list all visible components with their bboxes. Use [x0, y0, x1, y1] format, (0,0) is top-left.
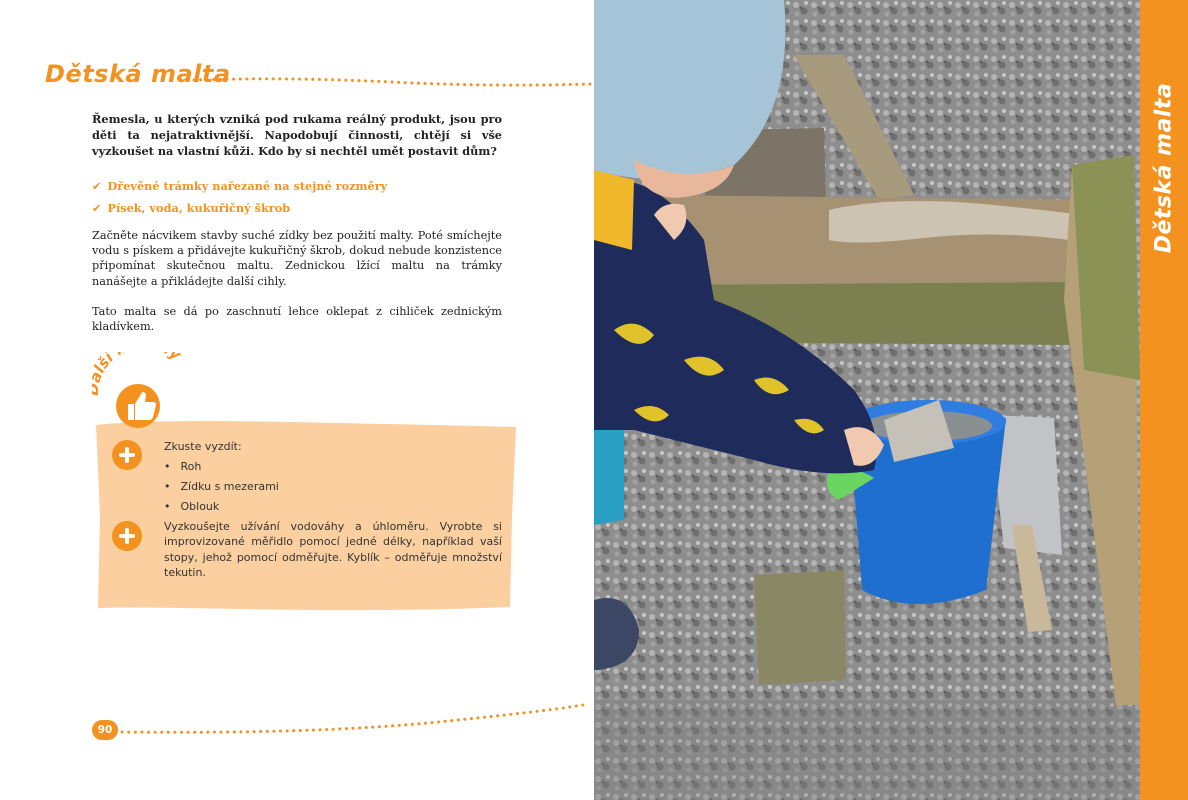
plus-icon — [112, 521, 142, 551]
page-title: Dětská malta — [45, 60, 231, 88]
materials-list — [92, 178, 387, 222]
dotted-divider-top — [192, 68, 592, 92]
photo-child-building-wall — [594, 0, 1140, 800]
check-icon: ✔ — [92, 202, 102, 215]
list-item: • Roh — [164, 459, 279, 479]
list-item: • Oblouk — [164, 499, 279, 519]
check-icon: ✔ — [92, 180, 102, 193]
note-paragraph: Tato malta se dá po zaschnutí lehce oklepat z cihliček zednickým kladívkem. — [92, 305, 502, 334]
page-number: 90 — [92, 720, 118, 740]
material-item: ✔ Dřevěné trámky nařezané na stejné rozměry — [92, 179, 388, 193]
idea-1-text: Zkuste vyzdít: — [164, 440, 242, 453]
ideas-badge — [92, 352, 202, 436]
dotted-divider-bottom — [118, 700, 590, 740]
idea-1-list — [164, 459, 279, 519]
ideas-badge-label: ší y — [93, 352, 185, 372]
instructions-paragraph: Začněte nácvikem stavby suché zídky bez použití malty. Poté smíchejte vodu s pískem a přidávejte kukuřičný škrob, dokud nebude konzistence připomínat skutečnou maltu. Zednickou lžící maltu na trámky nanášejte a přikládejte další cihly. — [92, 229, 502, 288]
thumbs-up-icon — [92, 352, 202, 432]
sidebar-label: Dětská malta — [1151, 82, 1177, 254]
list-item: • Zídku s mezerami — [164, 479, 279, 499]
material-item: ✔ Písek, voda, kukuřičný škrob — [92, 201, 291, 215]
intro-text: Řemesla, u kterých vzniká pod rukama reálný produkt, jsou pro děti ta nejatraktivnější. Napodobují činnosti, chtějí si vše vyzkoušet na vlastní kůži. Kdo by si nechtěl umět postavit dům? — [92, 112, 502, 158]
plus-icon — [112, 440, 142, 470]
idea-2-text: Vyzkoušejte užívání vodováhy a úhloměru. Vyrobte si improvizované měřidlo pomocí jedné délky, například vaší stopy, jehož pomocí odměřujte. Kyblík – odměřuje množství tekutin. — [164, 520, 502, 580]
